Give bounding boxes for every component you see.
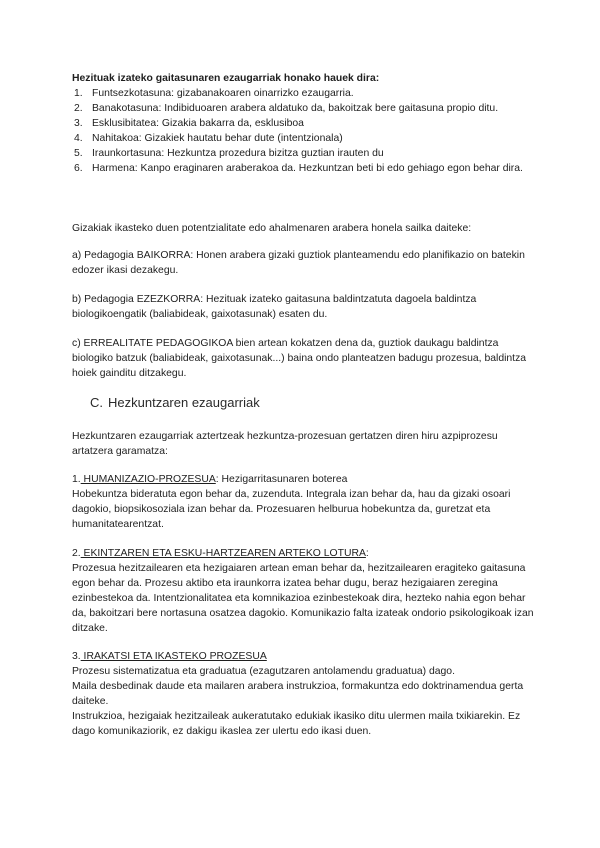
pedagogy-a: a) Pedagogia BAIKORRA: Honen arabera gizaki guztiok planteamendu edo planifikazio on batekin edozer ikasi dezakegu. (72, 250, 525, 276)
sub3-title: 3. IRAKATSI ETA IKASTEKO PROZESUA (72, 651, 267, 662)
sub1-body: Hobekuntza bideratuta egon behar da, zuzenduta. Integrala izan behar da, hau da gizaki osoari dagokio, biopsikosoziala izan behar da. Prozesuaren helburua hobekuntza da, guretzat eta humanitatearentzat. (72, 489, 511, 530)
sub1-title: 1. HUMANIZAZIO-PROZESUA: Hezigarritasunaren boterea (72, 474, 348, 485)
feature-item: 1. Funtsezkotasuna: gizabanakoaren oinarrizko ezaugarria. (74, 88, 354, 99)
section-c-heading: C. Hezkuntzaren ezaugarriak (90, 395, 260, 410)
feature-item: 5. Iraunkortasuna: Hezkuntza prozedura bizitza guztian irauten du (74, 148, 384, 159)
pedagogy-b: b) Pedagogia EZEZKORRA: Hezituak izateko gaitasuna baldintzatuta dagoela baldintza biologikoengatik (baliabideak, gaixotasunak) esaten du. (72, 294, 477, 320)
features-heading: Hezituak izateko gaitasunaren ezaugarriak honako hauek dira: (72, 73, 380, 84)
section-c-intro: Hezkuntzaren ezaugarriak aztertzeak hezkuntza-prozesuan gertatzen diren hiru azpiprozesu artatzera garamatza: (72, 431, 498, 457)
pedagogy-c: c) ERREALITATE PEDAGOGIKOA bien artean kokatzen dena da, guztiok daukagu baldintza biologiko batzuk (baliabideak, gaixotasunak...) baina ondo planteatzen badugu prozesua, baldintza hoiek gainditu ditzakegu. (72, 338, 527, 379)
feature-item: 2. Banakotasuna: Indibiduoaren arabera aldatuko da, bakoitzak bere gaitasuna propio ditu. (74, 103, 499, 114)
sub3-line1: Prozesu sistematizatua eta graduatua (ezagutzaren antolamendu graduatua) dago. (72, 666, 455, 677)
feature-item: 4. Nahitakoa: Gizakiek hautatu behar dute (intentzionala) (74, 133, 343, 144)
features-list (72, 86, 534, 176)
feature-item: 6. Harmena: Kanpo eraginaren araberakoa da. Hezkuntzan beti bi edo gehiago egon behar dira. (74, 163, 523, 174)
pedagogy-intro: Gizakiak ikasteko duen potentzialitate edo ahalmenaren arabera honela sailka daiteke: (72, 223, 472, 234)
sub3-line3: Instrukzioa, hezigaiak hezitzaileak aukeratutako edukiak ikasiko ditu ulermen maila txikiarekin. Ez dago komunikaziorik, ez dakigu ikaslea zer ulertu edo ikasi duen. (72, 711, 521, 737)
sub2-body: Prozesua hezitzailearen eta hezigaiaren artean eman behar da, hezitzailearen eragiteko gaitasuna egon behar da. Prozesu aktibo eta iraunkorra izatea behar dugu, beraz hezigaiaren zeregina ezinbestekoa da. Intentzionalitatea eta komnikazioa ezinbestekoak dira, hezteko nahia egon behar da, bakoitzari bere nortasuna osatzea dagokio. Komunikazio falta izateak ondorio psikologikoak izan ditzake. (72, 563, 534, 634)
sub3-line2: Maila desbedinak daude eta mailaren arabera instrukzioa, formakuntza edo doktrinamendua gerta daiteke. (72, 681, 524, 707)
sub2-title: 2. EKINTZAREN ETA ESKU-HARTZEAREN ARTEKO LOTURA: (72, 548, 369, 559)
feature-item: 3. Esklusibitatea: Gizakia bakarra da, esklusiboa (74, 118, 304, 129)
